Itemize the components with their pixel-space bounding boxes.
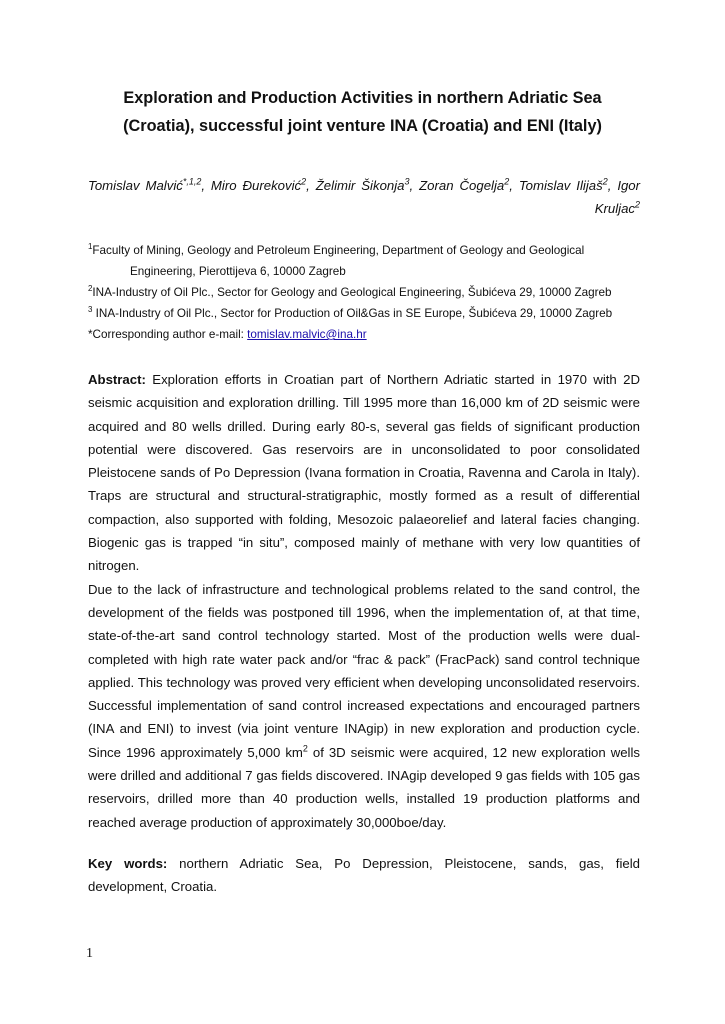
author-affil-mark: 2: [504, 176, 510, 187]
affil-text: Faculty of Mining, Geology and Petroleum Engineering, Department of Geology and Geological: [92, 244, 585, 257]
author-name: Zoran Čogelja: [419, 178, 505, 193]
affil-text: INA-Industry of Oil Plc., Sector for Geology and Geological Engineering, Šubićeva 29, 10000 Zagreb: [92, 286, 612, 299]
abstract: [88, 368, 640, 834]
keywords: [88, 852, 640, 899]
affil-text: INA-Industry of Oil Plc., Sector for Production of Oil&Gas in SE Europe, Šubićeva 29, 10000 Zagreb: [92, 307, 613, 320]
author-list: Tomislav Malvić$^{*,1,2}$, Miro Đureković$^2$, Želimir Šikonja$^3$, Zoran Čogelja$^2$, Tomislav Ilijaš$^2$, Igor Kruljac$^2$: [88, 176, 641, 216]
abstract-text: Due to the lack of infrastructure and technological problems related to the sand control, the development of the fields was postponed till 1996, when the implementation of, at that time, state-of-the-art sand control technology started. Most of the production wells were dual-completed with high rate water pack and/or “frac & pack” (FracPack) sand control technique applied. This technology was proved very efficient when developing unconsolidated reservoirs. Successful implementation of sand control increased expectations and encouraged partners (INA and ENI) to invest (via joint venture INAgip) in new exploration and production cycle. Since 1996 approximately 5,000 km: [88, 581, 640, 760]
affil-mark: 3: [88, 305, 93, 315]
abstract-paragraph-2: [88, 578, 640, 834]
abstract-label: Abstract:: [88, 372, 146, 387]
affiliation-3: [88, 303, 640, 324]
abstract-text: of 3D seismic were acquired, 12 new exploration wells were drilled and additional 7 gas fields discovered. INAgip developed 9 gas fields with 105 gas reservoirs, drilled more than 40 production wells, installed 19 production platforms and reached average production of approximately 30,000boe/day.: [88, 744, 641, 830]
title-line-2: (Croatia), successful joint venture INA (Croatia) and ENI (Italy): [123, 117, 602, 135]
email-link[interactable]: tomislav.malvic@ina.hr: [247, 328, 367, 341]
corresponding-author: [88, 324, 640, 345]
affiliations: [88, 240, 640, 345]
affiliation-1: [88, 240, 640, 282]
author-name: Želimir Šikonja: [315, 178, 405, 193]
keywords-text: northern Adriatic Sea, Po Depression, Pleistocene, sands, gas, field development, Croatia.: [88, 856, 640, 895]
author-affil-mark: *,1,2: [182, 176, 202, 187]
keywords-label: Key words:: [88, 856, 168, 871]
page-number: 1: [86, 946, 93, 961]
abstract-paragraph-1: [88, 368, 640, 578]
corresponding-label: *Corresponding author e-mail:: [88, 328, 248, 341]
author-affil-mark: 3: [404, 176, 410, 187]
author-name: Tomislav Ilijaš: [518, 178, 603, 193]
title-line-1: Exploration and Production Activities in northern Adriatic Sea: [123, 89, 602, 107]
author-name: Tomislav Malvić: [88, 178, 183, 193]
abstract-text: Exploration efforts in Croatian part of Northern Adriatic started in 1970 with 2D seismic acquisition and exploration drilling. Till 1995 more than 16,000 km of 2D seismic were acquired and 80 wells drilled. During early 80-s, several gas fields of significant production potential were discovered. Gas reservoirs are in unconsolidated to poor consolidated Pleistocene sands of Po Depression (Ivana formation in Croatia, Ravenna and Carola in Italy). Traps are structural and structural-stratigraphic, mostly formed as a result of differential compaction, also supported with folding, Mesozoic palaeorelief and lateral facies changing. Biogenic gas is trapped “in situ”, composed mainly of methane with very low quantities of nitrogen.: [88, 372, 640, 574]
author-affil-mark: 2: [602, 176, 608, 187]
author-name: Miro Đureković: [210, 178, 302, 193]
superscript: 2: [302, 743, 308, 754]
author-affil-mark: 2: [635, 199, 640, 210]
author-affil-mark: 2: [301, 176, 307, 187]
affil-text-continued: Engineering, Pierottijeva 6, 10000 Zagreb: [130, 265, 346, 278]
affil-mark: 2: [88, 284, 93, 294]
author-name: Igor Kruljac: [594, 178, 641, 216]
affil-mark: 1: [88, 242, 93, 252]
affiliation-2: [88, 282, 640, 303]
paper-title: [60, 84, 665, 140]
